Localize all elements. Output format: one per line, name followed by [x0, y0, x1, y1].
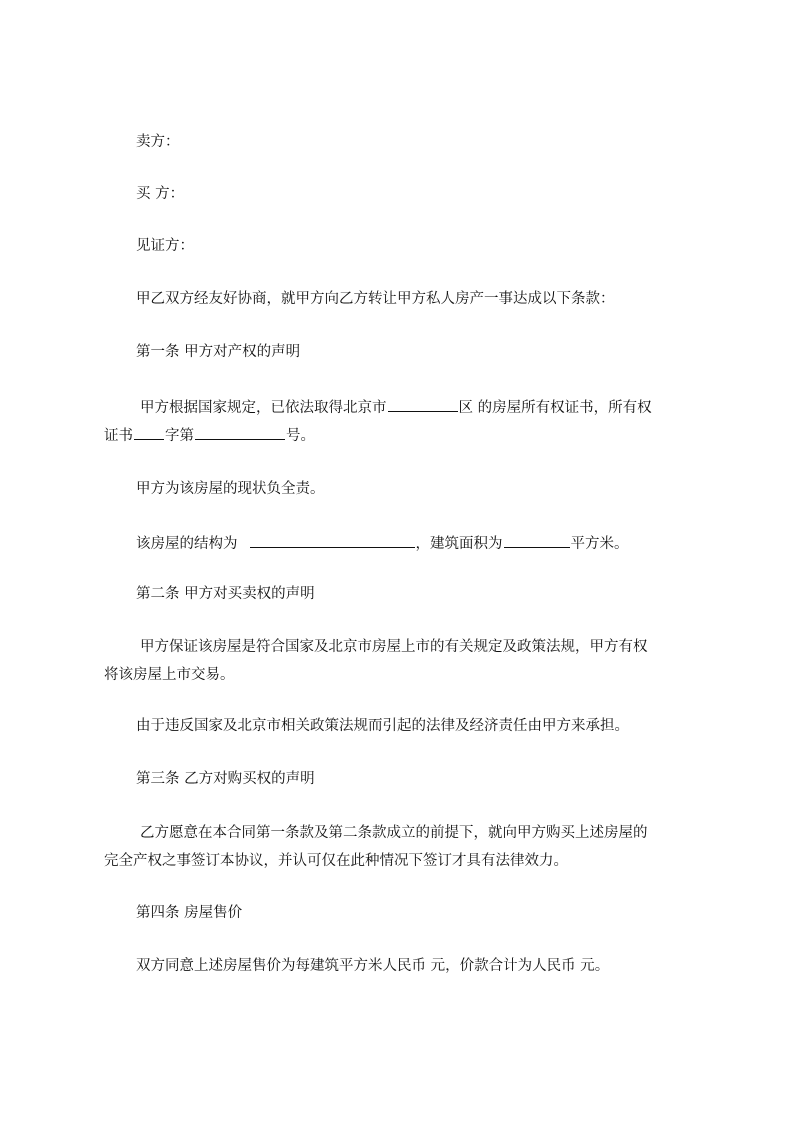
article-4-paragraph-1: 双方同意上述房屋售价为每建筑平方米人民币 元，价款合计为人民币 元。 — [136, 958, 610, 974]
article-1-paragraph-3 — [136, 533, 629, 554]
article-4-heading: 第四条 房屋售价 — [136, 905, 243, 921]
buyer-label: 买 方： — [136, 186, 185, 202]
witness-label: 见证方： — [136, 238, 194, 254]
certificate-number-blank — [195, 425, 285, 440]
article-1-text-c: 证书 — [104, 428, 133, 444]
article-1-text-d: 字第 — [165, 428, 194, 444]
article-3-paragraph-1-line-1: 乙方愿意在本合同第一条款及第二条款成立的前提下，就向甲方购买上述房屋的 — [140, 825, 648, 841]
certificate-char-blank — [134, 425, 164, 440]
article-1-paragraph-2: 甲方为该房屋的现状负全责。 — [136, 481, 325, 497]
article-1-heading: 第一条 甲方对产权的声明 — [136, 344, 301, 360]
article-2-paragraph-1-line-1: 甲方保证该房屋是符合国家及北京市房屋上市的有关规定及政策法规，甲方有权 — [140, 639, 648, 655]
area-label: ，建筑面积为 — [415, 536, 503, 552]
district-blank — [388, 397, 458, 412]
article-3-paragraph-1-line-2: 完全产权之事签订本协议，并认可仅在此种情况下签订才具有法律效力。 — [104, 853, 568, 869]
article-1-text-a: 甲方根据国家规定，已依法取得北京市 — [140, 400, 387, 416]
seller-label: 卖方： — [136, 134, 180, 150]
article-1-text-b: 区 的房屋所有权证书，所有权 — [458, 400, 652, 416]
article-1-paragraph-1-line-2 — [104, 425, 315, 446]
article-1-paragraph-1-line-1 — [140, 397, 652, 418]
intro-paragraph: 甲乙双方经友好协商，就甲方向乙方转让甲方私人房产一事达成以下条款： — [136, 291, 615, 307]
article-2-paragraph-1-line-2: 将该房屋上市交易。 — [104, 667, 235, 683]
article-2-paragraph-2: 由于违反国家及北京市相关政策法规而引起的法律及经济责任由甲方来承担。 — [136, 718, 629, 734]
article-1-text-e: 号。 — [286, 428, 315, 444]
structure-blank — [250, 533, 415, 548]
area-unit: 平方米。 — [570, 536, 629, 552]
structure-label: 该房屋的结构为 — [136, 536, 238, 552]
article-2-heading: 第二条 甲方对买卖权的声明 — [136, 586, 315, 602]
article-3-heading: 第三条 乙方对购买权的声明 — [136, 771, 315, 787]
area-blank — [504, 533, 570, 548]
